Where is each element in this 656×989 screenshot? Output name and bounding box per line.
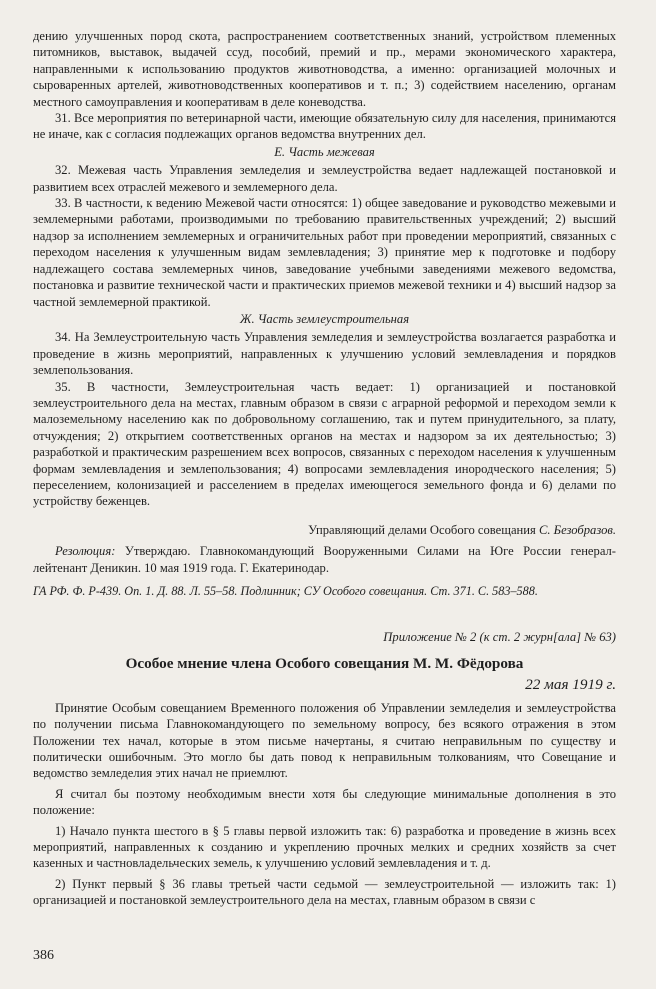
archival-source: ГА РФ. Ф. Р-439. Оп. 1. Д. 88. Л. 55–58. Подлинник; СУ Особого совещания. Ст. 371. С. 583–588. <box>33 584 538 598</box>
opinion-paragraph-4: 2) Пункт первый § 36 главы третьей части седьмой — землеустроительной — изложить так: 1) организацией и постановкой землеустроительного дела на местах, главным образом в связи с <box>33 876 616 908</box>
opinion-paragraph-1: Принятие Особым совещанием Временного положения об Управлении земледелия и землеустройства по получении письма Главнокомандующего по земельному вопросу, без всякого отражения в этом Положении тех начал, которые в этом письме начертаны, я считаю неправильным по существу и политически ошибочным. Это могло бы дать повод к неправильным толкованиям, что Совещание и ведомство земледелия этих начал не приемлют. <box>33 700 616 781</box>
paragraph-31: 31. Все мероприятия по ветеринарной части, имеющие обязательную силу для населения, принимаются не иначе, как с согласия подлежащих органов ведомства внутренних дел. <box>33 111 616 142</box>
page-number: 386 <box>33 948 54 963</box>
paragraph-33: 33. В частности, к ведению Межевой части относятся: 1) общее заведование и руководство межевыми и землемерными работами, производимыми по требованию правительственных учреждений; 2) высший надзор за исполнением землемерных и ограничительных работ при проведении мероприятий, связанных с переходом населения к улучшенным видам землевладения; 3) принятие мер к подготовке и подбору надлежащего состава землемерных чинов, заведование учебными заведениями межевого ведомства, постановка и развитие технической части и практических приемов межевой техники и 4) высший надзор за частной землемерной практикой. <box>33 196 616 309</box>
document-date: 22 мая 1919 г. <box>525 675 616 693</box>
paragraph-32: 32. Межевая часть Управления земледелия и землеустройства ведает надлежащей постановкой и развитием всех отраслей межевого и землемерного дела. <box>33 163 616 194</box>
signature-role: Управляющий делами Особого совещания <box>308 522 536 537</box>
section-heading-e: Е. Часть межевая <box>274 144 375 159</box>
section-heading-zh: Ж. Часть землеустроительная <box>239 311 410 326</box>
signature-line <box>33 522 616 538</box>
document-title: Особое мнение члена Особого совещания М. М. Фёдорова <box>125 654 524 672</box>
paragraph-opening: дению улучшенных пород скота, распространением соответственных знаний, устройством племенных питомников, выставок, выдачей ссуд, пособий, премий и пр., мерами экономического характера, направленными к использованию продуктов животноводства, а именно: организацией молочных и сыроваренных артелей, животноводственных кооперативов и т. п.; 3) содействием населению, органам местного самоуправления и кооперативам в деле коневодства. <box>33 29 616 109</box>
paragraph-34: 34. На Землеустроительную часть Управления земледелия и землеустройства возлагается разработка и проведение в жизнь мероприятий, направленных к улучшению условий землевладения и порядков землепользования. <box>33 330 616 378</box>
resolution-label: Резолюция: <box>55 544 116 559</box>
resolution-text: Утверждаю. Главнокомандующий Вооруженными Силами на Юге России генерал-лейтенант Деникин. 10 мая 1919 года. Г. Екатеринодар. <box>33 544 616 575</box>
appendix-label: Приложение № 2 (к ст. 2 журн[ала] № 63) <box>383 630 616 645</box>
opinion-paragraph-2: Я считал бы поэтому необходимым внести хотя бы следующие минимальные дополнения в это положение: <box>33 786 616 818</box>
signature-name: С. Безобразов. <box>538 522 616 537</box>
opinion-paragraph-3: 1) Начало пункта шестого в § 5 главы первой изложить так: 6) разработка и проведение в жизнь всех мероприятий, направленных к созданию и укреплению прочных мелких и средних хозяйств за счет казенных и частновладельческих земель, к улучшению условий землевладения и т. д. <box>33 823 616 871</box>
paragraph-35: 35. В частности, Землеустроительная часть ведает: 1) организацией и постановкой землеустроительного дела на местах, главным образом в связи с аграрной реформой и переходом земли к малоземельному населению как по добровольному соглашению, так и путем принудительного, за плату, отчуждения; 2) открытием соответственных органов на местах и надзором за их деятельностью; 3) разработкой и практическим разрешением всех вопросов, связанных с переходом населения к улучшенным формам землевладения и землепользования; 4) вопросами землевладения инородческого населения; 5) переселением, колонизацией и расселением в пределах имеющегося земельного фонда и 6) делами по устройству беженцев. <box>33 379 616 509</box>
resolution <box>33 543 616 576</box>
